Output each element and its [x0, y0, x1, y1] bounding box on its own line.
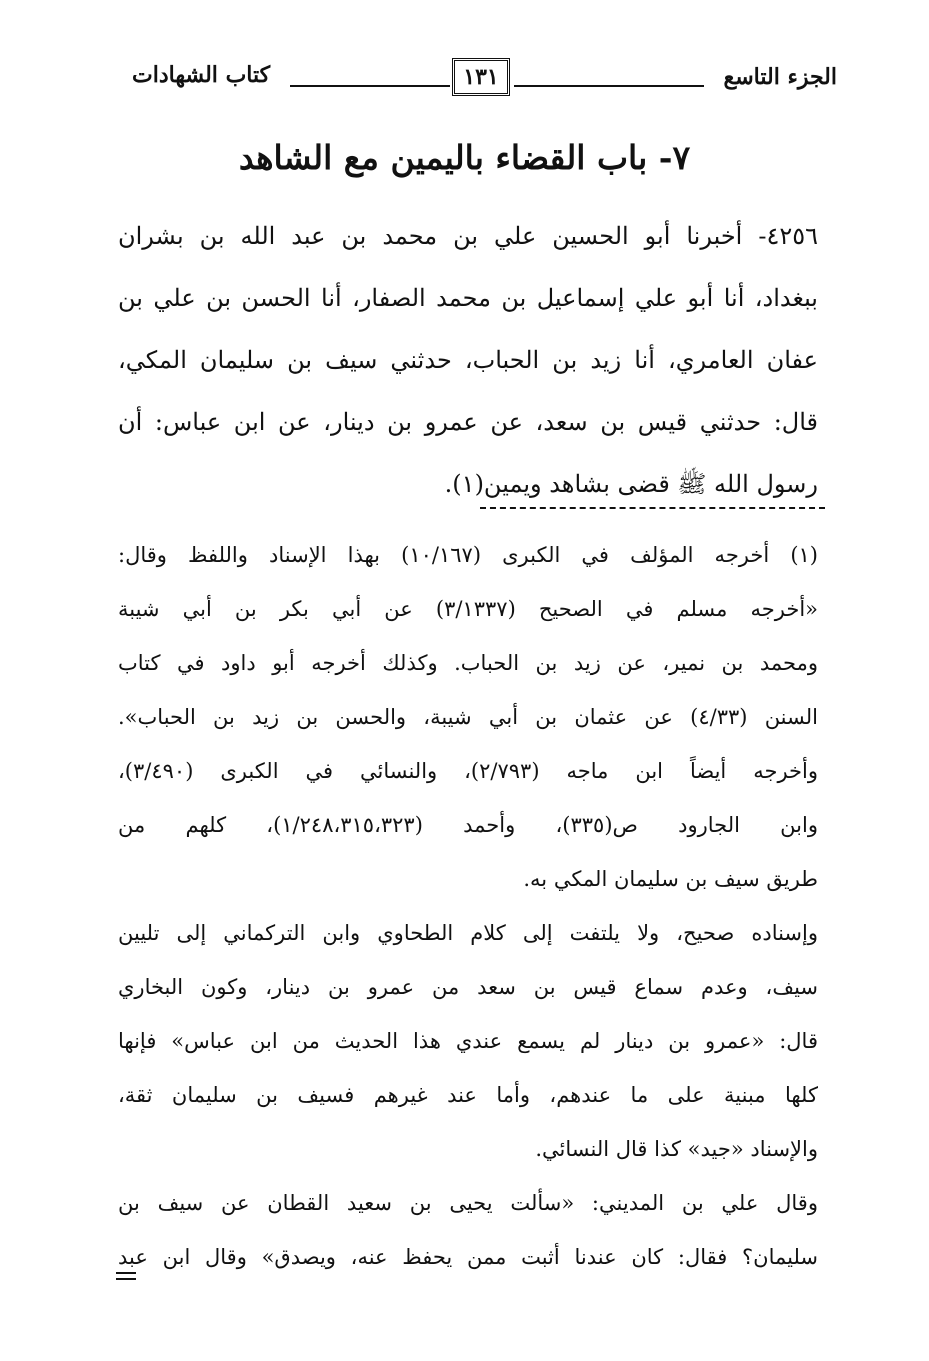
hadith-line: رسول الله ﷺ قضى بشاهد ويمين(١).: [444, 470, 818, 498]
page-number-box: [452, 58, 510, 96]
footnote-line: وقال علي بن المديني: «سألت يحيى بن سعيد القطان عن سيف بن: [118, 1191, 818, 1215]
running-header-book-title: كتاب الشهادات: [132, 62, 271, 88]
footnote-separator: [480, 507, 825, 509]
header-rule-left: [290, 85, 450, 87]
hadith-text: [118, 205, 818, 515]
footnote-line: قال: «عمرو بن دينار لم يسمع عندي هذا الحديث من ابن عباس» فإنها: [118, 1029, 818, 1053]
header-rule-right: [514, 85, 704, 87]
footnote-line: وابن الجارود ص(٣٣٥)، وأحمد (١/٢٤٨،٣١٥،٣٢٣)، كلهم من: [118, 813, 818, 837]
hadith-line: قال: حدثني قيس بن سعد، عن عمرو بن دينار، عن ابن عباس: أن: [118, 408, 818, 436]
footnote-line: السنن (٤/٣٣) عن عثمان بن أبي شيبة، والحسن بن زيد بن الحباب».: [118, 705, 818, 729]
hadith-line: ببغداد، أنا أبو علي إسماعيل بن محمد الصفار، أنا الحسن بن علي بن: [118, 284, 818, 312]
page-number: ١٣١: [463, 64, 499, 90]
footnote-line: ومحمد بن نمير، عن زيد بن الحباب. وكذلك أخرجه أبو داود في كتاب: [118, 651, 818, 675]
footnote-line: كلها مبنية على ما عندهم، وأما عند غيرهم فسيف بن سليمان ثقة،: [118, 1083, 818, 1107]
footnote-line: والإسناد «جيد» كذا قال النسائي.: [535, 1137, 818, 1161]
hadith-line: عفان العامري، أنا زيد بن الحباب، حدثني سيف بن سليمان المكي،: [118, 346, 818, 374]
footnotes: [118, 528, 818, 1284]
chapter-title: ٧- باب القضاء باليمين مع الشاهد: [238, 138, 691, 177]
running-header-volume: الجزء التاسع: [723, 64, 837, 90]
footnote-line: وأخرجه أيضاً ابن ماجه (٢/٧٩٣)، والنسائي في الكبرى (٣/٤٩٠)،: [118, 759, 818, 783]
footnote-line: سيف، وعدم سماع قيس بن سعد من عمرو بن دينار، وكون البخاري: [118, 975, 818, 999]
footnote-line: وإسناده صحيح، ولا يلتفت إلى كلام الطحاوي وابن التركماني إلى تليين: [118, 921, 818, 945]
footnote-line: «أخرجه مسلم في الصحيح (٣/١٣٣٧) عن أبي بكر بن أبي شيبة: [118, 597, 818, 621]
continuation-marker: [116, 1272, 136, 1284]
footnote-line: سليمان؟ فقال: كان عندنا أثبت ممن يحفظ عنه، ويصدق» وقال ابن عبد: [118, 1245, 818, 1269]
hadith-line: ٤٢٥٦- أخبرنا أبو الحسين علي بن محمد بن عبد الله بن بشران: [118, 222, 818, 250]
footnote-line: طريق سيف بن سليمان المكي به.: [523, 867, 818, 891]
footnote-line: (١) أخرجه المؤلف في الكبرى (١٠/١٦٧) بهذا الإسناد واللفظ وقال:: [118, 543, 818, 567]
